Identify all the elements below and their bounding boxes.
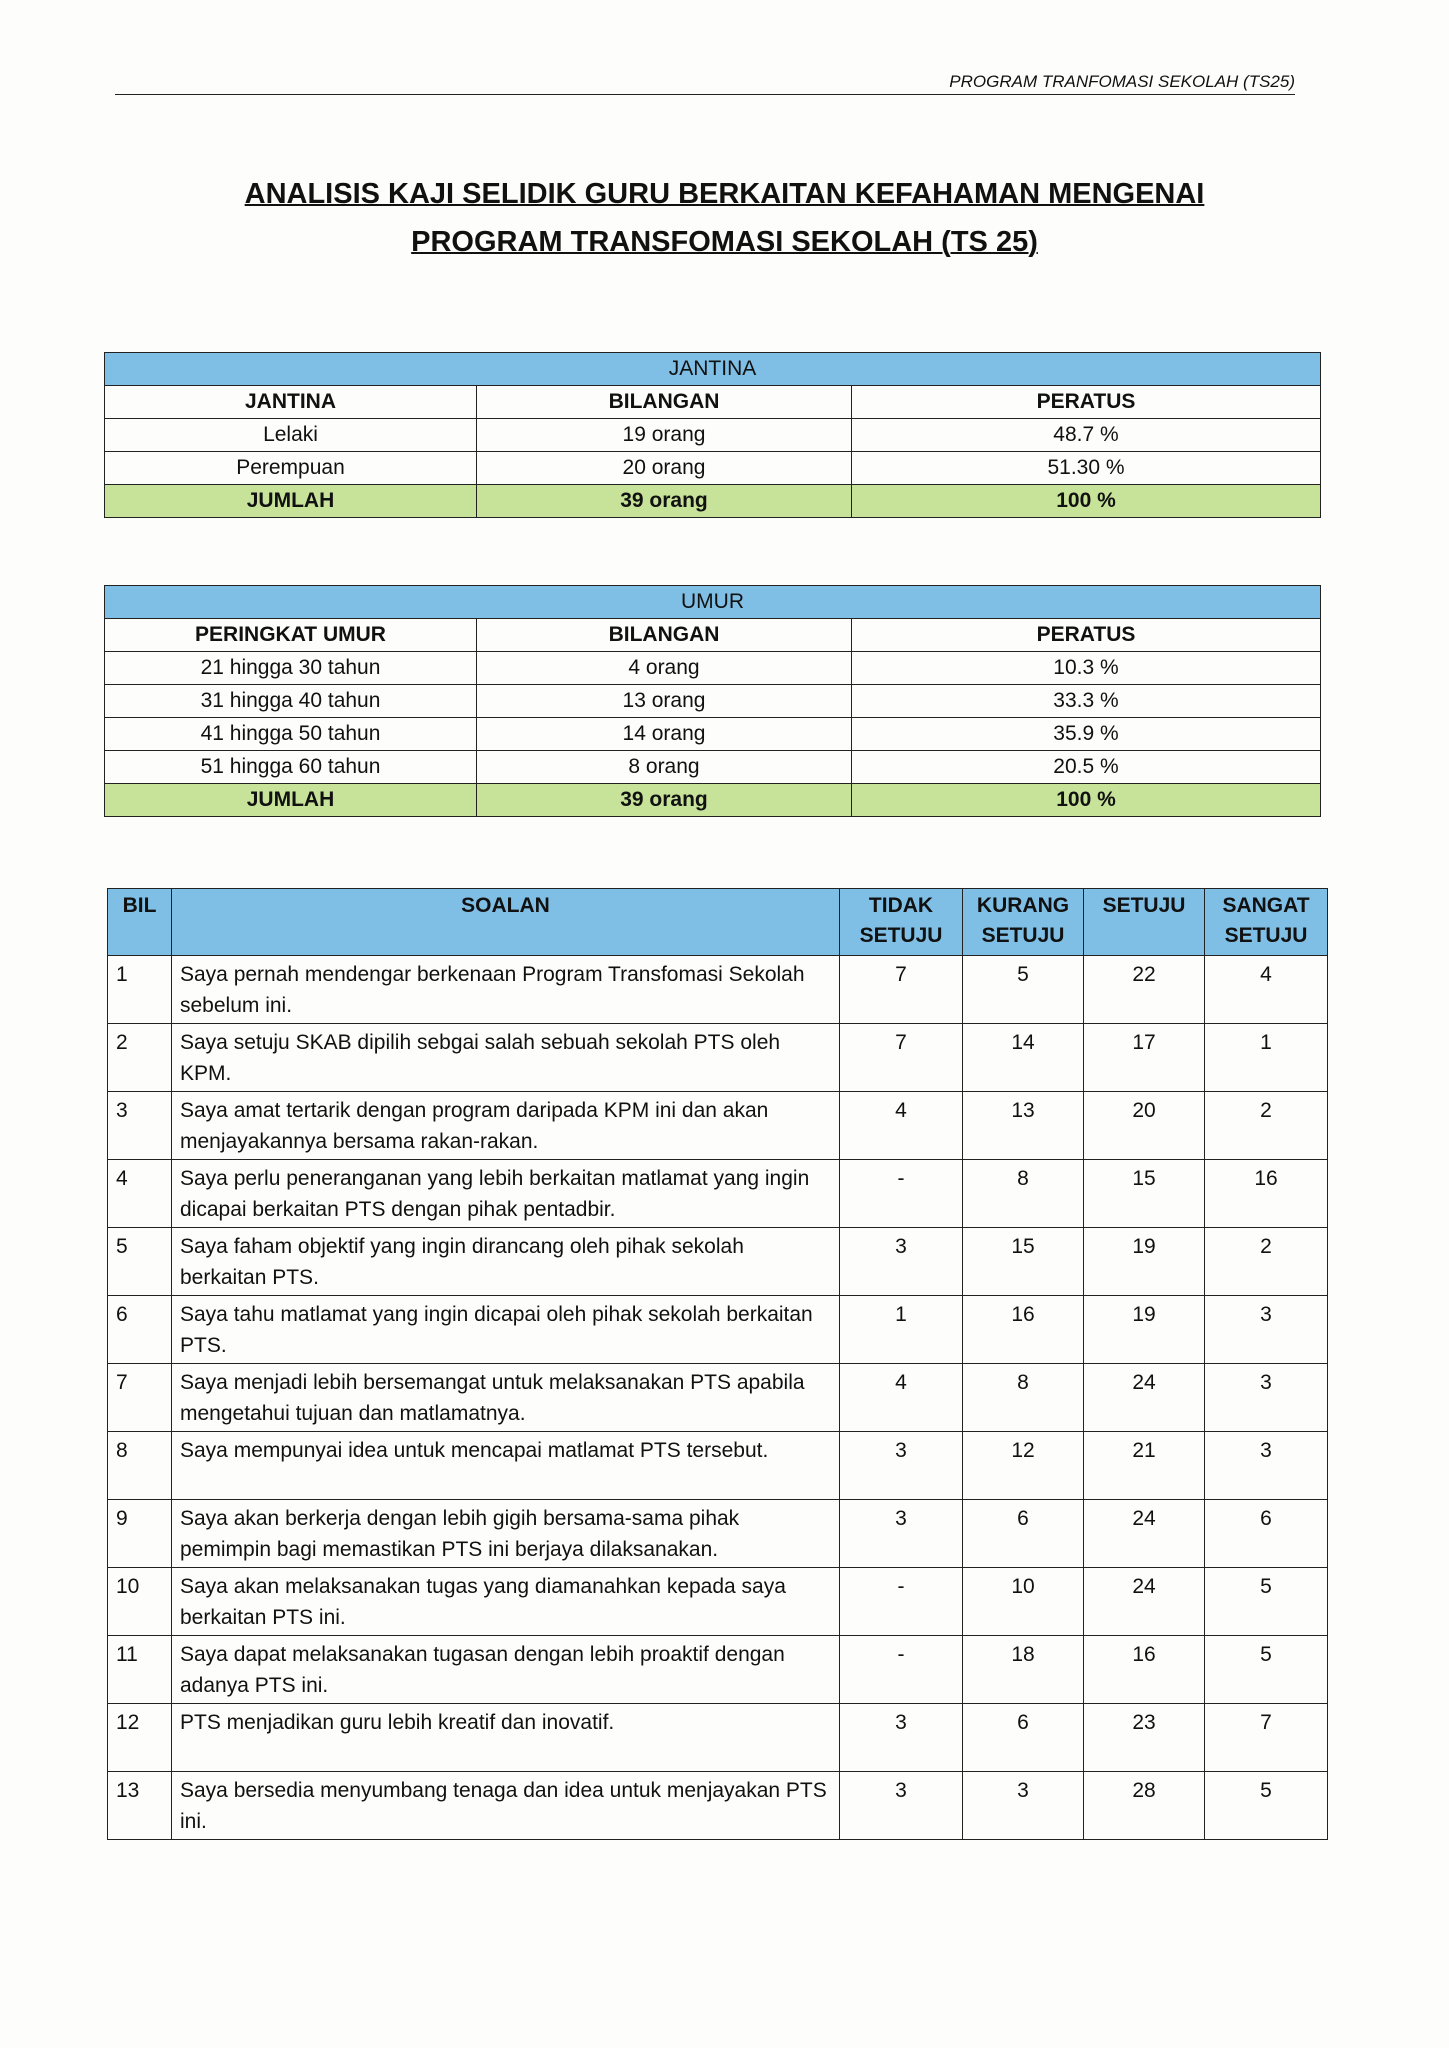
column-header: TIDAK SETUJU <box>840 889 963 956</box>
total-cell: JUMLAH <box>105 784 477 817</box>
count-cell: 5 <box>963 956 1084 1024</box>
table-cell: 41 hingga 50 tahun <box>105 718 477 751</box>
total-cell: 100 % <box>852 485 1321 518</box>
question-cell: Saya faham objektif yang ingin dirancang oleh pihak sekolah berkaitan PTS. <box>172 1228 840 1296</box>
count-cell: 2 <box>1205 1092 1328 1160</box>
table-cell: 21 hingga 30 tahun <box>105 652 477 685</box>
count-cell: 4 <box>840 1364 963 1432</box>
count-cell: 4 <box>840 1092 963 1160</box>
column-header: SETUJU <box>1084 889 1205 956</box>
count-cell: 15 <box>1084 1160 1205 1228</box>
table-cell: 51 hingga 60 tahun <box>105 751 477 784</box>
column-header: BILANGAN <box>477 386 852 419</box>
count-cell: 28 <box>1084 1772 1205 1840</box>
count-cell: 13 <box>963 1092 1084 1160</box>
question-cell: Saya akan melaksanakan tugas yang diamanahkan kepada saya berkaitan PTS ini. <box>172 1568 840 1636</box>
count-cell: 1 <box>840 1296 963 1364</box>
count-cell: 8 <box>963 1364 1084 1432</box>
question-cell: PTS menjadikan guru lebih kreatif dan inovatif. <box>172 1704 840 1772</box>
table-row <box>108 1704 1328 1772</box>
number-cell: 13 <box>108 1772 172 1840</box>
count-cell: 19 <box>1084 1228 1205 1296</box>
table-cell: 4 orang <box>477 652 852 685</box>
count-cell: 5 <box>1205 1636 1328 1704</box>
page-title: ANALISIS KAJI SELIDIK GURU BERKAITAN KEFAHAMAN MENGENAI PROGRAM TRANSFOMASI SEKOLAH (TS 25) <box>244 178 1205 258</box>
total-row <box>105 485 1321 518</box>
count-cell: 21 <box>1084 1432 1205 1500</box>
table-cell: 10.3 % <box>852 652 1321 685</box>
table-row <box>108 1432 1328 1500</box>
question-cell: Saya setuju SKAB dipilih sebgai salah sebuah sekolah PTS oleh KPM. <box>172 1024 840 1092</box>
count-cell: - <box>840 1568 963 1636</box>
count-cell: 24 <box>1084 1500 1205 1568</box>
table-row <box>105 718 1321 751</box>
count-cell: 5 <box>1205 1568 1328 1636</box>
table-row <box>108 1568 1328 1636</box>
count-cell: 14 <box>963 1024 1084 1092</box>
question-cell: Saya mempunyai idea untuk mencapai matlamat PTS tersebut. <box>172 1432 840 1500</box>
count-cell: 6 <box>963 1704 1084 1772</box>
count-cell: 20 <box>1084 1092 1205 1160</box>
column-header: BIL <box>108 889 172 956</box>
table-row <box>108 1092 1328 1160</box>
count-cell: 3 <box>840 1432 963 1500</box>
count-cell: 22 <box>1084 956 1205 1024</box>
count-cell: 16 <box>1205 1160 1328 1228</box>
count-cell: 2 <box>1205 1228 1328 1296</box>
table-cell: Lelaki <box>105 419 477 452</box>
count-cell: 23 <box>1084 1704 1205 1772</box>
table-cell: 35.9 % <box>852 718 1321 751</box>
table-cell: 48.7 % <box>852 419 1321 452</box>
count-cell: 3 <box>840 1228 963 1296</box>
table-row <box>108 1228 1328 1296</box>
count-cell: - <box>840 1636 963 1704</box>
total-cell: 100 % <box>852 784 1321 817</box>
count-cell: 3 <box>1205 1432 1328 1500</box>
table-caption: JANTINA <box>105 353 1321 386</box>
number-cell: 9 <box>108 1500 172 1568</box>
total-row <box>105 784 1321 817</box>
table-row <box>105 751 1321 784</box>
table-cell: 51.30 % <box>852 452 1321 485</box>
column-header: SOALAN <box>172 889 840 956</box>
count-cell: 3 <box>840 1500 963 1568</box>
count-cell: 3 <box>1205 1364 1328 1432</box>
column-header: SANGAT SETUJU <box>1205 889 1328 956</box>
table-row <box>105 419 1321 452</box>
total-cell: JUMLAH <box>105 485 477 518</box>
question-cell: Saya bersedia menyumbang tenaga dan idea untuk menjayakan PTS ini. <box>172 1772 840 1840</box>
table-row <box>108 1024 1328 1092</box>
table-cell: 13 orang <box>477 685 852 718</box>
count-cell: 8 <box>963 1160 1084 1228</box>
column-header: JANTINA <box>105 386 477 419</box>
table-row <box>105 452 1321 485</box>
count-cell: 6 <box>1205 1500 1328 1568</box>
count-cell: 24 <box>1084 1364 1205 1432</box>
column-header: KURANG SETUJU <box>963 889 1084 956</box>
table-row <box>108 1636 1328 1704</box>
table-cell: 33.3 % <box>852 685 1321 718</box>
count-cell: 3 <box>1205 1296 1328 1364</box>
table-row <box>105 685 1321 718</box>
count-cell: 4 <box>1205 956 1328 1024</box>
header-text: PROGRAM TRANFOMASI SEKOLAH (TS25) <box>949 72 1295 91</box>
count-cell: 10 <box>963 1568 1084 1636</box>
number-cell: 8 <box>108 1432 172 1500</box>
count-cell: 1 <box>1205 1024 1328 1092</box>
count-cell: 17 <box>1084 1024 1205 1092</box>
table-cell: Perempuan <box>105 452 477 485</box>
number-cell: 7 <box>108 1364 172 1432</box>
question-cell: Saya perlu peneranganan yang lebih berkaitan matlamat yang ingin dicapai berkaitan PTS dengan pihak pentadbir. <box>172 1160 840 1228</box>
count-cell: 12 <box>963 1432 1084 1500</box>
count-cell: 5 <box>1205 1772 1328 1840</box>
table-row <box>105 652 1321 685</box>
count-cell: 3 <box>840 1704 963 1772</box>
count-cell: - <box>840 1160 963 1228</box>
number-cell: 11 <box>108 1636 172 1704</box>
table-row <box>108 1160 1328 1228</box>
column-header: PERINGKAT UMUR <box>105 619 477 652</box>
table-cell: 14 orang <box>477 718 852 751</box>
number-cell: 10 <box>108 1568 172 1636</box>
header-row <box>105 619 1321 652</box>
count-cell: 19 <box>1084 1296 1205 1364</box>
table-row <box>108 1772 1328 1840</box>
table-row <box>108 956 1328 1024</box>
number-cell: 12 <box>108 1704 172 1772</box>
count-cell: 7 <box>1205 1704 1328 1772</box>
count-cell: 18 <box>963 1636 1084 1704</box>
number-cell: 5 <box>108 1228 172 1296</box>
total-cell: 39 orang <box>477 485 852 518</box>
question-cell: Saya akan berkerja dengan lebih gigih bersama-sama pihak pemimpin bagi memastikan PTS ini berjaya dilaksanakan. <box>172 1500 840 1568</box>
number-cell: 3 <box>108 1092 172 1160</box>
count-cell: 15 <box>963 1228 1084 1296</box>
table-row <box>108 1364 1328 1432</box>
table-cell: 19 orang <box>477 419 852 452</box>
table-cell: 31 hingga 40 tahun <box>105 685 477 718</box>
count-cell: 3 <box>840 1772 963 1840</box>
count-cell: 7 <box>840 1024 963 1092</box>
count-cell: 16 <box>963 1296 1084 1364</box>
header-row <box>105 386 1321 419</box>
question-cell: Saya pernah mendengar berkenaan Program Transfomasi Sekolah sebelum ini. <box>172 956 840 1024</box>
question-cell: Saya menjadi lebih bersemangat untuk melaksanakan PTS apabila mengetahui tujuan dan matlamatnya. <box>172 1364 840 1432</box>
question-cell: Saya tahu matlamat yang ingin dicapai oleh pihak sekolah berkaitan PTS. <box>172 1296 840 1364</box>
table-caption: UMUR <box>105 586 1321 619</box>
count-cell: 7 <box>840 956 963 1024</box>
count-cell: 6 <box>963 1500 1084 1568</box>
total-cell: 39 orang <box>477 784 852 817</box>
number-cell: 2 <box>108 1024 172 1092</box>
table-row <box>108 1500 1328 1568</box>
table-cell: 20.5 % <box>852 751 1321 784</box>
table-cell: 8 orang <box>477 751 852 784</box>
column-header: BILANGAN <box>477 619 852 652</box>
question-cell: Saya amat tertarik dengan program daripada KPM ini dan akan menjayakannya bersama rakan-rakan. <box>172 1092 840 1160</box>
umur-table <box>104 585 1321 817</box>
count-cell: 24 <box>1084 1568 1205 1636</box>
number-cell: 4 <box>108 1160 172 1228</box>
table-cell: 20 orang <box>477 452 852 485</box>
count-cell: 16 <box>1084 1636 1205 1704</box>
page-header <box>115 70 1295 95</box>
column-header: PERATUS <box>852 619 1321 652</box>
table-row <box>108 1296 1328 1364</box>
count-cell: 3 <box>963 1772 1084 1840</box>
number-cell: 1 <box>108 956 172 1024</box>
jantina-table <box>104 352 1321 518</box>
column-header: PERATUS <box>852 386 1321 419</box>
number-cell: 6 <box>108 1296 172 1364</box>
question-cell: Saya dapat melaksanakan tugasan dengan lebih proaktif dengan adanya PTS ini. <box>172 1636 840 1704</box>
survey-table <box>107 888 1328 1840</box>
